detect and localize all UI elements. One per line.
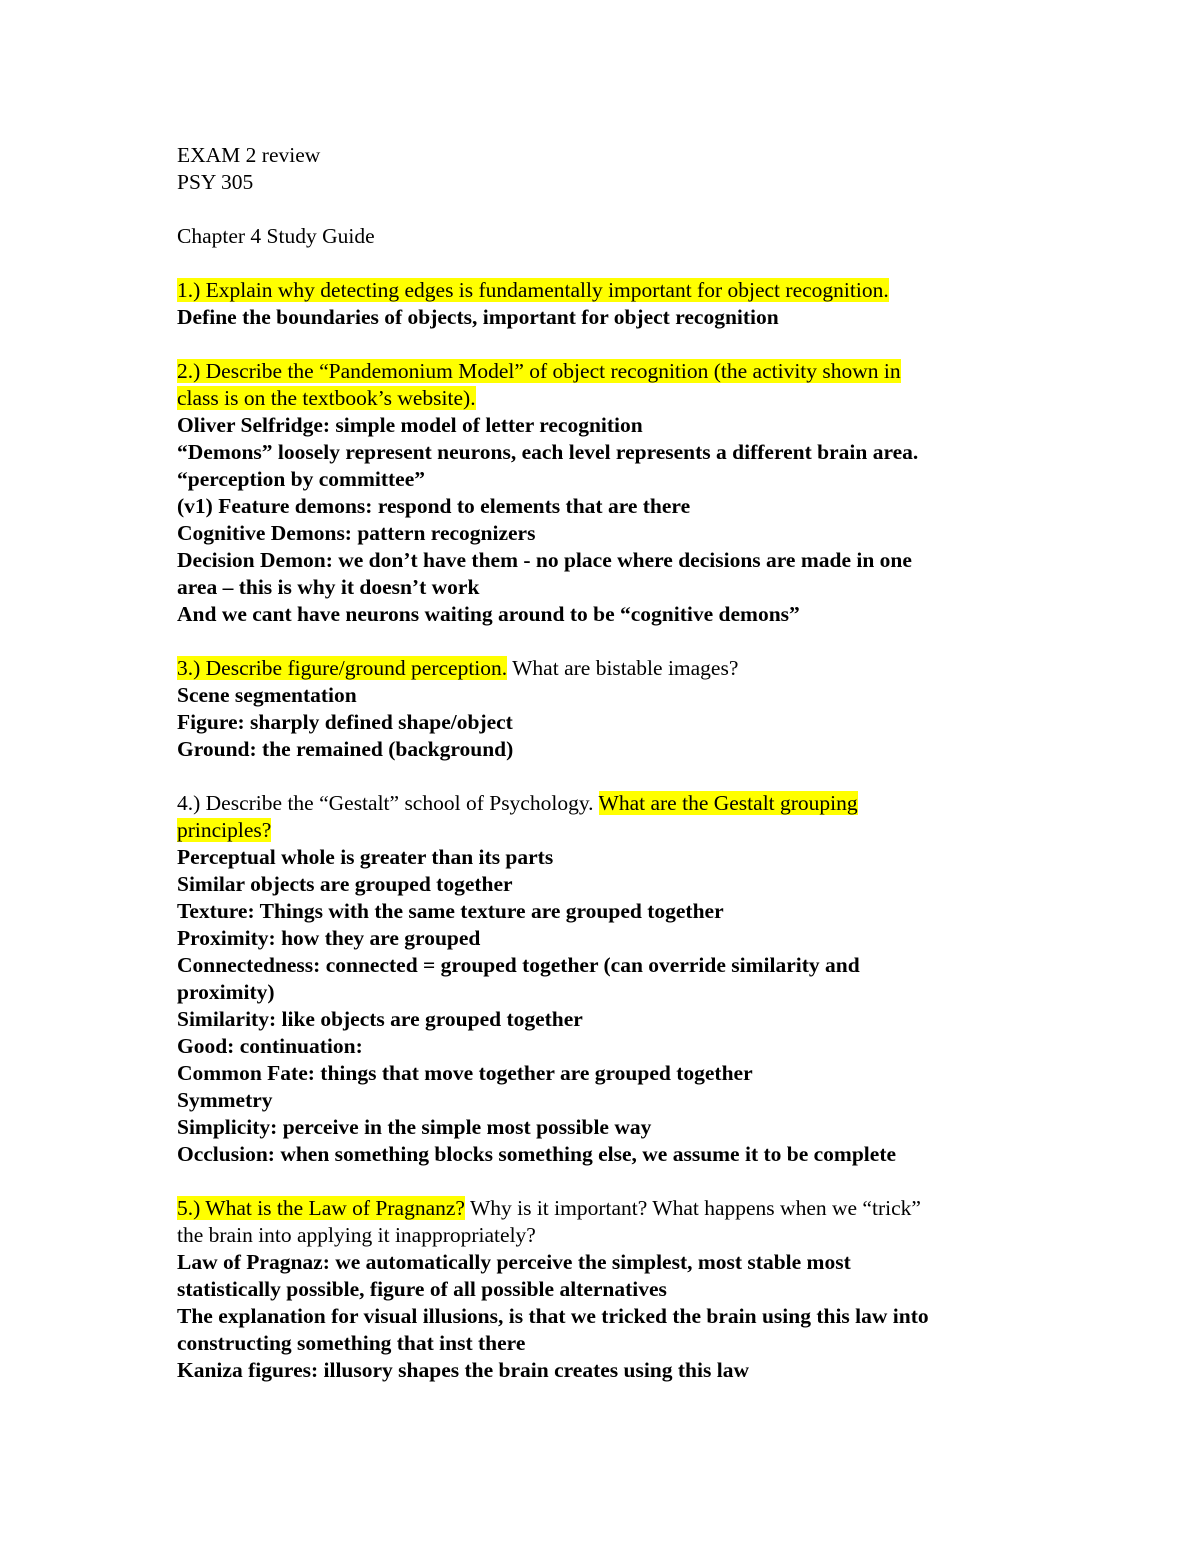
answer-line: area – this is why it doesn’t work [177, 575, 480, 599]
document-title: EXAM 2 review [177, 143, 321, 167]
answer-line: Figure: sharply defined shape/object [177, 710, 513, 734]
question-3-plain: What are bistable images? [507, 656, 739, 680]
answer-line: statistically possible, figure of all possible alternatives [177, 1277, 667, 1301]
spacer [177, 331, 1037, 358]
answer-line: And we cant have neurons waiting around to be “cognitive demons” [177, 602, 800, 626]
answer-line: Law of Pragnaz: we automatically perceive the simplest, most stable most [177, 1250, 851, 1274]
question-3 [177, 655, 1037, 682]
answer-line: Texture: Things with the same texture are grouped together [177, 899, 724, 923]
answer-line: Proximity: how they are grouped [177, 926, 481, 950]
answer-line: The explanation for visual illusions, is that we tricked the brain using this law into [177, 1304, 929, 1328]
question-5-highlight: 5.) What is the Law of Pragnanz? [177, 1196, 465, 1220]
spacer [177, 250, 1037, 277]
question-5-line-2: the brain into applying it inappropriately? [177, 1223, 536, 1247]
question-2-line-1 [177, 358, 1037, 385]
question-2-highlight: class is on the textbook’s website). [177, 386, 476, 410]
answer-line: Define the boundaries of objects, important for object recognition [177, 305, 779, 329]
answer-line: Kaniza figures: illusory shapes the brain creates using this law [177, 1358, 749, 1382]
answer-line: Common Fate: things that move together are grouped together [177, 1061, 753, 1085]
question-1 [177, 277, 1037, 304]
course-code: PSY 305 [177, 170, 254, 194]
answer-line: Simplicity: perceive in the simple most possible way [177, 1115, 652, 1139]
answer-line: Similarity: like objects are grouped together [177, 1007, 583, 1031]
answer-line: constructing something that inst there [177, 1331, 526, 1355]
question-5-line-1 [177, 1195, 1037, 1222]
answer-line: Connectedness: connected = grouped together (can override similarity and [177, 953, 860, 977]
answer-line: Cognitive Demons: pattern recognizers [177, 521, 536, 545]
question-4-line-2 [177, 817, 1037, 844]
question-3-highlight: 3.) Describe figure/ground perception. [177, 656, 508, 680]
answer-line: Symmetry [177, 1088, 273, 1112]
answer-line: proximity) [177, 980, 275, 1004]
answer-line: Occlusion: when something blocks something else, we assume it to be complete [177, 1142, 897, 1166]
spacer [177, 763, 1037, 790]
question-4-highlight: principles? [177, 818, 272, 842]
answer-line: (v1) Feature demons: respond to elements that are there [177, 494, 691, 518]
question-4-highlight: What are the Gestalt grouping [598, 791, 858, 815]
question-1-highlight: 1.) Explain why detecting edges is fundamentally important for object recognition. [177, 278, 889, 302]
spacer [177, 196, 1037, 223]
document-body [177, 142, 1037, 1384]
answer-line: Scene segmentation [177, 683, 357, 707]
question-4-line-1 [177, 790, 1037, 817]
spacer [177, 1168, 1037, 1195]
answer-line: Ground: the remained (background) [177, 737, 514, 761]
answer-line: “Demons” loosely represent neurons, each level represents a different brain area. [177, 440, 919, 464]
chapter-heading: Chapter 4 Study Guide [177, 224, 375, 248]
question-2-line-2 [177, 385, 1037, 412]
answer-line: “perception by committee” [177, 467, 425, 491]
answer-line: Good: continuation: [177, 1034, 363, 1058]
answer-line: Similar objects are grouped together [177, 872, 513, 896]
spacer [177, 628, 1037, 655]
question-5-plain: Why is it important? What happens when we “trick” [464, 1196, 921, 1220]
question-4-plain: 4.) Describe the “Gestalt” school of Psychology. [177, 791, 599, 815]
answer-line: Oliver Selfridge: simple model of letter recognition [177, 413, 643, 437]
question-2-highlight: 2.) Describe the “Pandemonium Model” of object recognition (the activity shown in [177, 359, 901, 383]
answer-line: Decision Demon: we don’t have them - no place where decisions are made in one [177, 548, 912, 572]
answer-line: Perceptual whole is greater than its parts [177, 845, 554, 869]
